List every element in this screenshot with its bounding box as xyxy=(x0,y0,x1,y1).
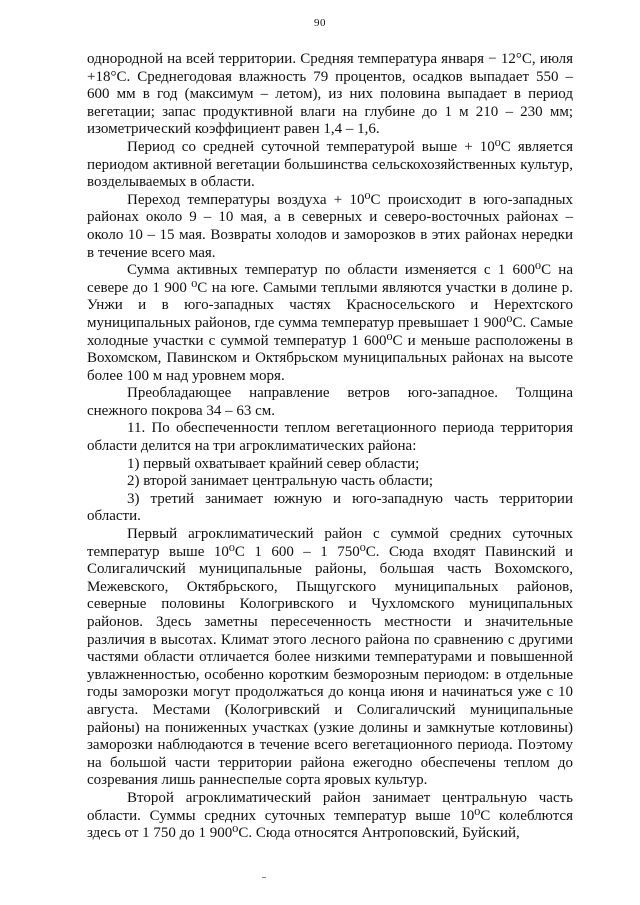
page-number: 90 xyxy=(314,17,326,29)
paragraph-temperature-transition: Переход температуры воздуха + 10⁰С происходит в юго-западных районах около 9 – 10 мая, а в северных и северо-восточных районах – около 10 – 15 мая. Возвраты холодов и заморозков в этих районах нередки в течение всего мая. xyxy=(87,191,573,261)
paragraph-continuation: однородной на всей территории. Средняя температура января − 12°С, июля +18°С. Среднегодовая влажность 79 процентов, осадков выпадает 550 – 600 мм в год (максимум – летом), из них половина выпадает в период вегетации; запас продуктивной влаги на глубине до 1 м 210 – 230 мм; изометрический коэффициент равен 1,4 – 1,6. xyxy=(87,51,573,138)
paragraph-first-region: Первый агроклиматический район с суммой средних суточных температур выше 10⁰С 1 600 – 1 750⁰С. Сюда входят Павинский и Солигаличский муниципальные районы, большая часть Вохомского, Межевского, Октябрьского, Пыщугского муниципальных районов, северные половины Кологривского и Чухломского муниципальных районов. Здесь заметны пересеченность местности и значительные различия в высотах. Климат этого лесного района по сравнению с другими частями области отличается более низкими температурами и повышенной увлажненностью, особенно коротким безморозным периодом: в отдельные годы заморозки могут продолжаться до конца июня и начинаться уже с 10 августа. Местами (Кологривский и Солигаличский муниципальные районы) на пониженных участках (узкие долины и замкнутые котловины) заморозки наблюдаются в течение всего вегетационного периода. Поэтому на большой части территории района ежегодно обеспечены теплом до созревания лишь раннеспелые сорта яровых культур. xyxy=(87,526,573,789)
paragraph-second-region: Второй агроклиматический район занимает центральную часть области. Суммы средних суточных температур выше 10⁰С колеблются здесь от 1 750 до 1 900⁰С. Сюда относятся Антроповский, Буйский, xyxy=(87,789,573,842)
list-item-region-2: 2) второй занимает центральную часть области; xyxy=(127,473,434,490)
document-body xyxy=(87,51,573,843)
list-item-region-3: 3) третий занимает южную и юго-западную часть территории области. xyxy=(87,490,573,525)
paragraph-winds-snow: Преобладающее направление ветров юго-западное. Толщина снежного покрова 34 – 63 см. xyxy=(87,385,573,419)
paragraph-agroclimatic-regions: 11. По обеспеченности теплом вегетационного периода территория области делится на три агроклиматических района: xyxy=(87,420,573,455)
scan-mark xyxy=(262,877,266,878)
paragraph-vegetation-period: Период со средней суточной температурой выше + 10⁰С является периодом активной вегетации большинства сельскохозяйственных культур, возделываемых в области. xyxy=(87,138,573,191)
paragraph-active-temperatures: Сумма активных температур по области изменяется с 1 600⁰С на севере до 1 900 ⁰С на юге. Самыми теплыми являются участки в долине р. Унжи и в юго-западных частях Красносельского и Нерехтского муниципальных районов, где сумма температур превышает 1 900⁰С. Самые холодные участки с суммой температур 1 600⁰С и меньше расположены в Вохомском, Павинском и Октябрьском муниципальных районах на высоте более 100 м над уровнем моря. xyxy=(87,262,573,384)
list-item-region-1: 1) первый охватывает крайний север области; xyxy=(127,455,420,472)
